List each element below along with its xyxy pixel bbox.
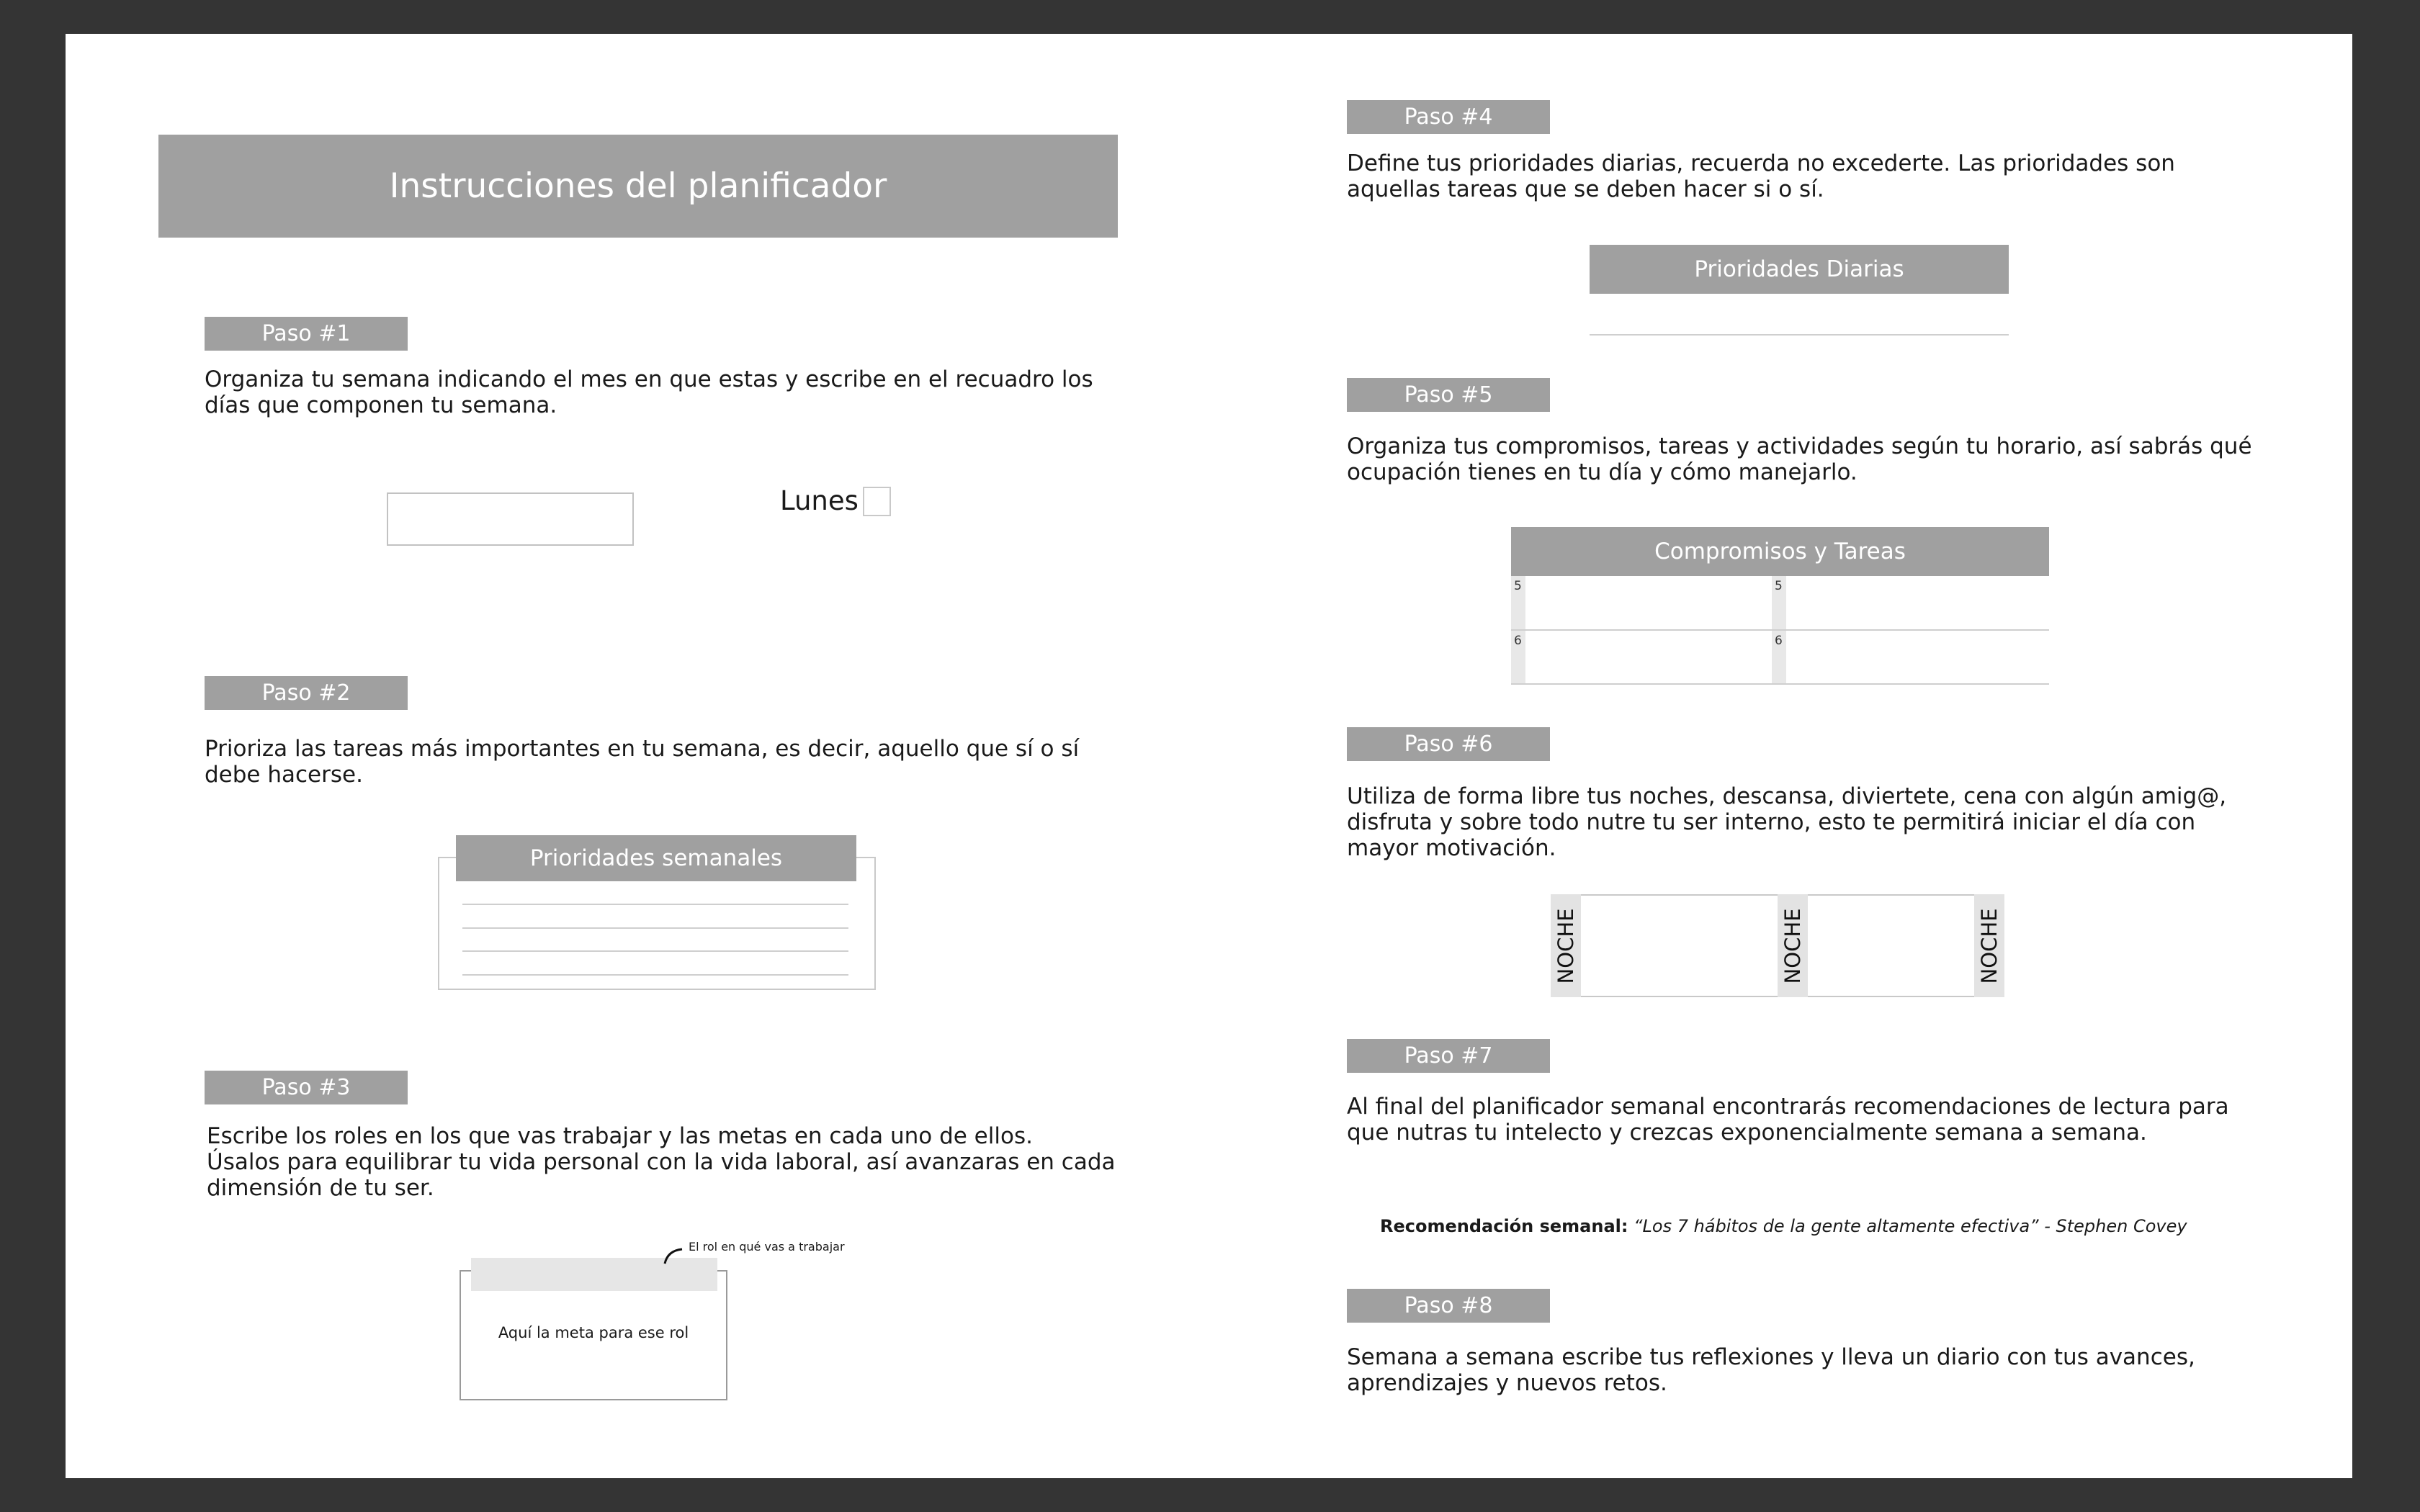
step-2-text [205, 736, 1079, 788]
step-8-label: Paso #8 [1347, 1289, 1550, 1323]
priority-line [462, 927, 848, 929]
weekly-priorities-header: Prioridades semanales [456, 835, 856, 881]
step-7-line: que nutras tu intelecto y crezcas exponencialmente semana a semana. [1347, 1120, 2147, 1146]
commitments-header: Compromisos y Tareas [1511, 527, 2049, 576]
step-6-line: Utiliza de forma libre tus noches, descansa, diviertete, cena con algún amig@, [1347, 783, 2227, 809]
daily-priority-line [1590, 334, 2009, 336]
schedule-line [1511, 629, 2049, 631]
step-2-line: debe hacerse. [205, 762, 363, 788]
step-3-line: Úsalos para equilibrar tu vida personal con la vida laboral, así avanzaras en cada [207, 1149, 1116, 1175]
step-4-line: Define tus prioridades diarias, recuerda no excederte. Las prioridades son [1347, 150, 2175, 176]
night-label: NOCHE [1780, 908, 1805, 984]
step-7-text [1347, 1094, 2229, 1146]
step-5-label: Paso #5 [1347, 378, 1550, 412]
schedule-line [1511, 683, 2049, 685]
hour-number: 5 [1775, 579, 1783, 593]
step-4-line: aquellas tareas que se deben hacer si o sí. [1347, 176, 1824, 202]
step-3-label: Paso #3 [205, 1071, 408, 1104]
priority-line [462, 974, 848, 976]
step-6-label: Paso #6 [1347, 727, 1550, 761]
step-6-line: disfruta y sobre todo nutre tu ser interno, esto te permitirá iniciar el día con [1347, 809, 2196, 835]
step-5-line: Organiza tus compromisos, tareas y actividades según tu horario, así sabrás qué [1347, 433, 2252, 459]
step-5-line: ocupación tienes en tu día y cómo manejarlo. [1347, 459, 1857, 485]
step-2-line: Prioriza las tareas más importantes en tu semana, es decir, aquello que sí o sí [205, 736, 1080, 762]
step-6-line: mayor motivación. [1347, 835, 1556, 861]
role-goal-text: Aquí la meta para ese rol [498, 1324, 689, 1341]
instruction-page [66, 34, 2352, 1478]
hour-number: 6 [1775, 634, 1783, 648]
step-7-line: Al final del planificador semanal encontrarás recomendaciones de lectura para [1347, 1094, 2229, 1120]
step-4-label: Paso #4 [1347, 100, 1550, 134]
recommendation-book: “Los 7 hábitos de la gente altamente efectiva” - Stephen Covey [1634, 1216, 2187, 1236]
recommendation-label: Recomendación semanal: [1380, 1216, 1628, 1236]
role-annotation: El rol en qué vas a trabajar [689, 1240, 845, 1254]
priority-line [462, 950, 848, 952]
step-4-text [1347, 150, 2175, 202]
night-label: NOCHE [1554, 908, 1578, 984]
step-2-label: Paso #2 [205, 676, 408, 710]
step-8-text [1347, 1344, 2195, 1396]
step-1-label: Paso #1 [205, 317, 408, 351]
daily-priorities-header: Prioridades Diarias [1590, 245, 2009, 294]
step-1-line: Organiza tu semana indicando el mes en que estas y escribe en el recuadro los [205, 366, 1093, 392]
step-7-label: Paso #7 [1347, 1039, 1550, 1073]
hour-number: 5 [1514, 579, 1522, 593]
step-5-text [1347, 433, 2252, 485]
day-label: Lunes [780, 485, 859, 516]
weekly-recommendation [1380, 1216, 2187, 1236]
hour-number: 6 [1514, 634, 1522, 648]
step-3-text [207, 1123, 1116, 1201]
step-3-line: Escribe los roles en los que vas trabajar y las metas en cada uno de ellos. [207, 1123, 1033, 1149]
step-8-line: aprendizajes y nuevos retos. [1347, 1370, 1667, 1396]
priority-line [462, 904, 848, 905]
page-title: Instrucciones del planificador [158, 135, 1118, 238]
step-6-text [1347, 783, 2226, 861]
annotation-arrow-icon [663, 1243, 685, 1265]
mes-input-box[interactable] [387, 492, 634, 546]
day-checkbox[interactable] [863, 487, 891, 516]
night-label: NOCHE [1977, 908, 2002, 984]
step-8-line: Semana a semana escribe tus reflexiones y lleva un diario con tus avances, [1347, 1344, 2195, 1370]
step-1-line: días que componen tu semana. [205, 392, 557, 418]
step-3-line: dimensión de tu ser. [207, 1175, 434, 1201]
step-1-text [205, 366, 1093, 418]
